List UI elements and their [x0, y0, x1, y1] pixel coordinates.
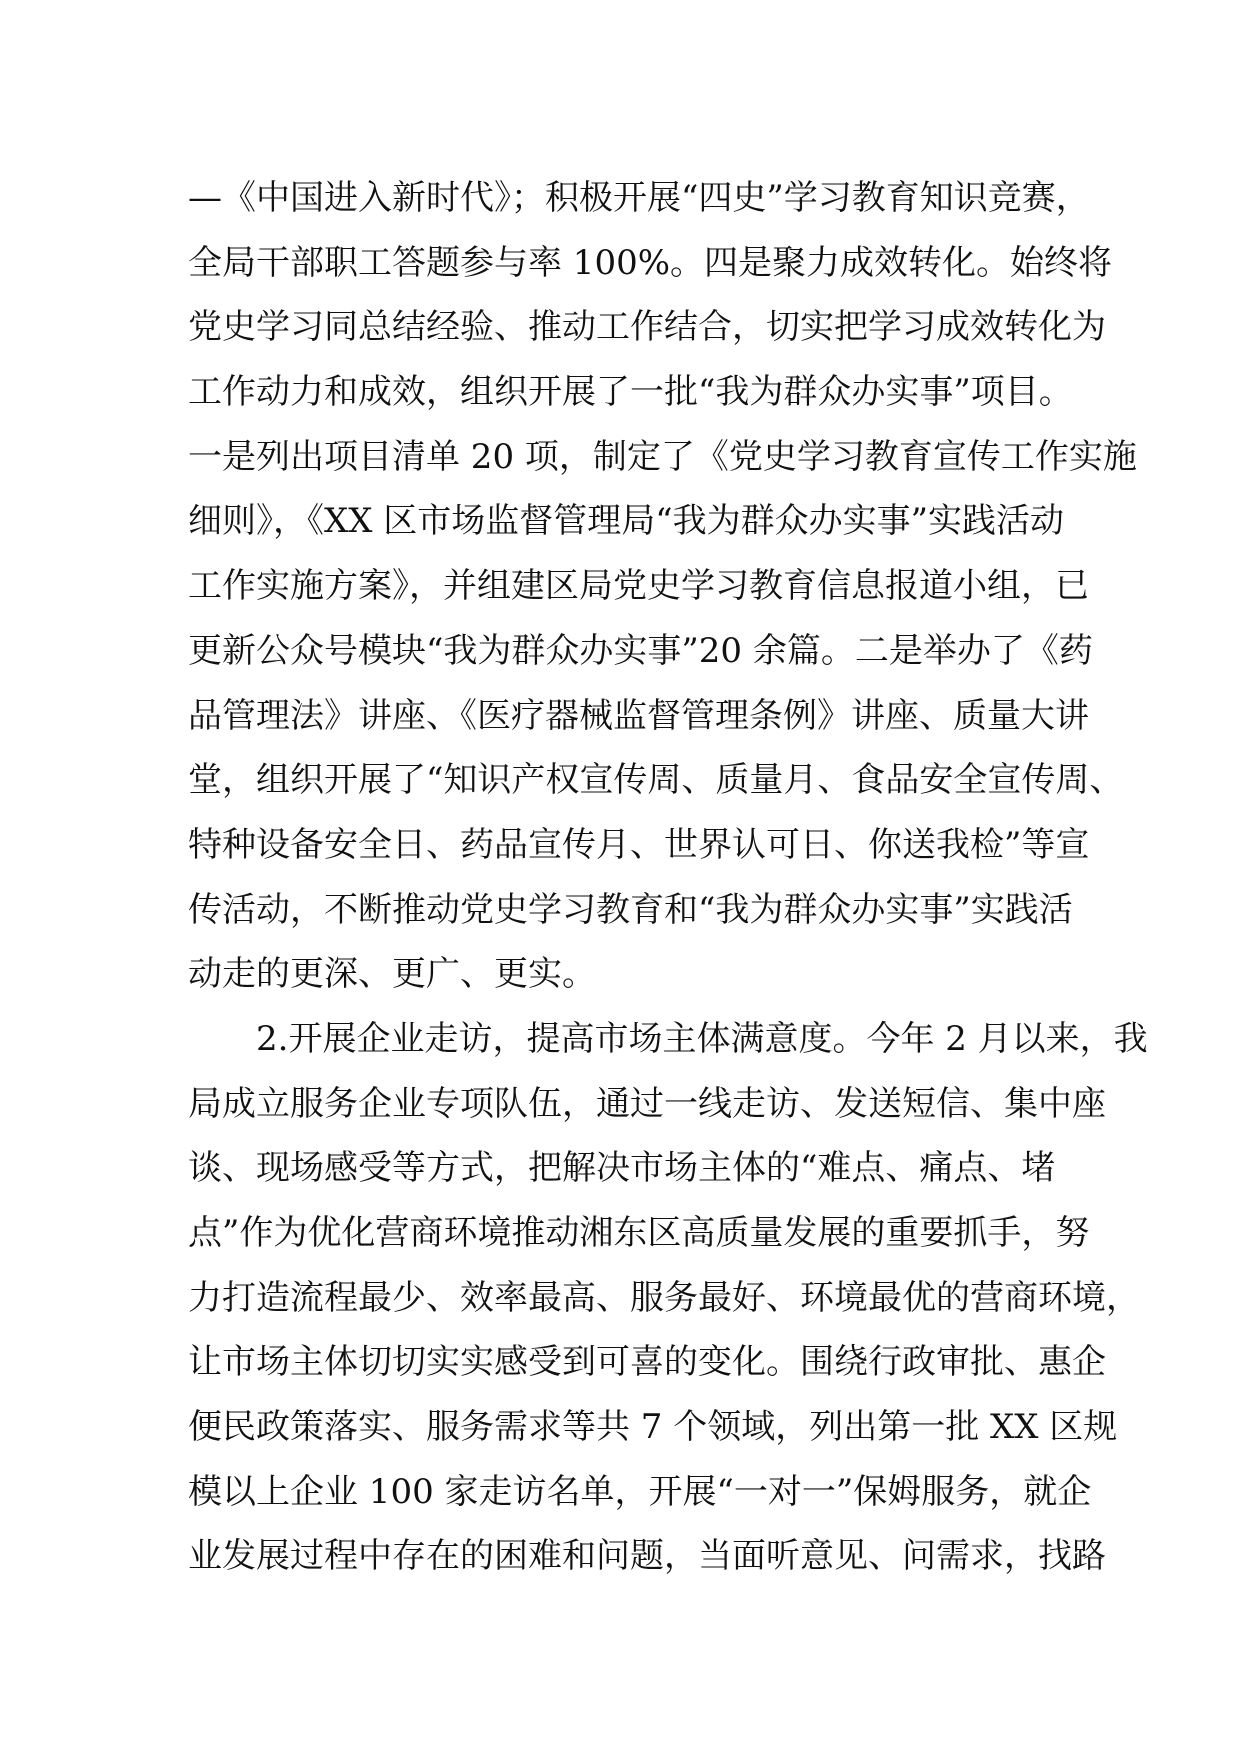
- text-line: 党史学习同总结经验、推动工作结合，切实把学习成效转化为: [188, 307, 1106, 348]
- text-line: —《中国进入新时代》；积极开展“四史”学习教育知识竞赛，: [188, 178, 1090, 218]
- text-line: 点”作为优化营商环境推动湘东区高质量发展的重要抓手，努: [188, 1213, 1090, 1253]
- text-line: 业发展过程中存在的困难和问题，当面听意见、问需求，找路: [188, 1536, 1106, 1577]
- text-line: 局成立服务企业专项队伍，通过一线走访、发送短信、集中座: [188, 1083, 1106, 1124]
- text-line: 工作动力和成效，组织开展了一批“我为群众办实事”项目。: [188, 372, 1073, 413]
- text-line: 全局干部职工答题参与率 100%。四是聚力成效转化。始终将: [188, 242, 1113, 283]
- text-line: 力打造流程最少、效率最高、服务最好、环境最优的营商环境，: [188, 1277, 1140, 1318]
- text-line: 让市场主体切切实实感受到可喜的变化。围绕行政审批、惠企: [188, 1342, 1106, 1383]
- text-line: 谈、现场感受等方式，把解决市场主体的“难点、痛点、堵: [188, 1148, 1056, 1189]
- paragraph-start-line: 2.开展企业走访，提高市场主体满意度。今年 2 月以来，我: [256, 1018, 1148, 1059]
- text-line: 便民政策落实、服务需求等共 7 个领域，列出第一批 XX 区规: [188, 1407, 1118, 1448]
- text-line: 模以上企业 100 家走访名单，开展“一对一”保姆服务，就企: [188, 1471, 1092, 1512]
- text-line: 工作实施方案》，并组建区局党史学习教育信息报道小组，已: [188, 566, 1089, 607]
- text-line: 一是列出项目清单 20 项，制定了《党史学习教育宣传工作实施: [188, 436, 1137, 477]
- text-line: 动走的更深、更广、更实。: [188, 954, 596, 995]
- text-line: 传活动，不断推动党史学习教育和“我为群众办实事”实践活: [188, 889, 1073, 930]
- body-text: [188, 166, 1148, 1589]
- text-line: 堂，组织开展了“知识产权宣传周、质量月、食品安全宣传周、: [188, 760, 1124, 801]
- text-line: 细则》，《XX 区市场监督管理局“我为群众办实事”实践活动: [188, 501, 1064, 542]
- text-line: 品管理法》讲座、《医疗器械监督管理条例》讲座、质量大讲: [188, 695, 1089, 736]
- text-line: 特种设备安全日、药品宣传月、世界认可日、你送我检”等宣: [188, 824, 1090, 865]
- text-line: 更新公众号模块“我为群众办实事”20 余篇。二是举办了《药: [188, 630, 1093, 671]
